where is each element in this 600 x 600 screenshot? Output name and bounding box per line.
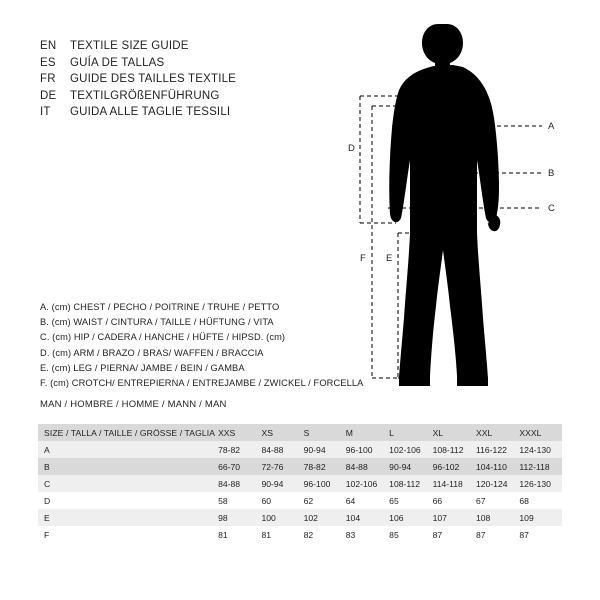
legend-item: C. (cm) HIP / CADERA / HANCHE / HÜFTE / HIPSD. (cm) — [40, 332, 286, 343]
cell: 66-70 — [218, 461, 241, 472]
cell: 72-76 — [261, 461, 284, 472]
marker-label-B: B — [548, 168, 555, 179]
cell: 66 — [432, 495, 443, 506]
column-header: XL — [432, 427, 444, 438]
cell: 85 — [389, 529, 399, 540]
cell: 96-100 — [345, 444, 373, 455]
legend-item: D. (cm) ARM / BRAZO / BRAS/ WAFFEN / BRACCIA — [40, 347, 264, 358]
size-table-wrapper — [38, 424, 562, 543]
marker-label-E: E — [386, 253, 393, 264]
cell: 96-100 — [303, 478, 331, 489]
cell: 100 — [261, 512, 276, 523]
column-header: XS — [261, 427, 273, 438]
title-lang: FR — [40, 73, 56, 85]
cell: 83 — [345, 529, 356, 540]
title-row — [40, 88, 340, 105]
cell: 108-112 — [389, 478, 421, 489]
cell: 58 — [218, 495, 228, 506]
cell: 107 — [432, 512, 447, 523]
cell: 64 — [345, 495, 356, 506]
cell: 87 — [475, 529, 486, 540]
title-row — [40, 38, 340, 55]
cell: 84-88 — [218, 478, 241, 489]
cell: 84-88 — [345, 461, 368, 472]
silhouette-shape — [389, 24, 500, 386]
table-row — [38, 475, 562, 492]
cell: 84-88 — [261, 444, 284, 455]
table-row — [38, 509, 562, 526]
cell: 87 — [519, 529, 529, 540]
marker-label-D: D — [348, 143, 355, 154]
legend-item: E. (cm) LEG / PIERNA/ JAMBE / BEIN / GAMBA — [40, 362, 245, 373]
row-label: D — [44, 495, 51, 506]
title-text: GUÍA DE TALLAS — [70, 56, 165, 69]
title-lang: EN — [40, 40, 57, 52]
column-header: S — [303, 427, 310, 438]
body-diagram — [330, 18, 580, 398]
title-block — [40, 38, 340, 121]
cell: 106 — [389, 512, 404, 523]
title-row — [40, 55, 340, 72]
legend-item: F. (cm) CROTCH/ ENTREPIERNA / ENTREJAMBE / ZWICKEL / FORCELLA — [40, 378, 364, 389]
table-corner-label: SIZE / TALLA / TAILLE / GRÖSSE / TAGLIA — [44, 427, 216, 438]
cell: 90-94 — [389, 461, 412, 472]
cell: 102-106 — [345, 478, 378, 489]
title-text: TEXTILGRÖßENFÜHRUNG — [70, 89, 220, 102]
row-label: B — [44, 461, 50, 472]
title-text: GUIDE DES TAILLES TEXTILE — [70, 73, 237, 85]
cell: 87 — [432, 529, 443, 540]
cell: 112-118 — [519, 461, 550, 472]
cell: 96-102 — [432, 461, 460, 472]
row-label: E — [44, 512, 50, 523]
cell: 120-124 — [475, 478, 508, 489]
cell: 102 — [303, 512, 318, 523]
legend-item: A. (cm) CHEST / PECHO / POITRINE / TRUHE / PETTO — [40, 302, 280, 312]
marker-label-F: F — [360, 253, 366, 264]
cell: 62 — [303, 495, 314, 506]
table-header-row — [38, 424, 562, 441]
cell: 98 — [218, 512, 228, 523]
table-row — [38, 492, 562, 509]
title-lang: IT — [40, 106, 51, 118]
cell: 68 — [519, 495, 529, 506]
cell: 82 — [303, 529, 314, 540]
title-row — [40, 71, 340, 88]
marker-label-C: C — [548, 203, 555, 214]
row-label: C — [44, 478, 51, 489]
cell: 108 — [475, 512, 491, 523]
cell: 90-94 — [261, 478, 284, 489]
cell: 78-82 — [218, 444, 241, 455]
title-lang: DE — [40, 89, 57, 102]
cell: 81 — [261, 529, 272, 540]
legend-item: B. (cm) WAIST / CINTURA / TAILLE / HÜFTUNG / VITA — [40, 317, 274, 328]
cell: 65 — [389, 495, 399, 506]
table-row — [38, 458, 562, 475]
cell: 116-122 — [475, 444, 507, 455]
title-text: TEXTILE SIZE GUIDE — [70, 40, 189, 52]
column-header: L — [389, 427, 394, 438]
marker-label-A: A — [548, 121, 555, 132]
row-label: F — [44, 529, 50, 540]
cell: 114-118 — [432, 478, 463, 489]
column-header: M — [345, 427, 353, 438]
title-text: GUIDA ALLE TAGLIE TESSILI — [70, 106, 231, 118]
cell: 126-130 — [519, 478, 551, 489]
column-header: XXL — [475, 427, 493, 438]
cell: 104 — [345, 512, 361, 523]
cell: 67 — [475, 495, 486, 506]
cell: 109 — [519, 512, 534, 523]
title-row — [40, 104, 340, 121]
table-row — [38, 441, 562, 458]
cell: 124-130 — [519, 444, 551, 455]
cell: 108-112 — [432, 444, 464, 455]
size-table — [38, 424, 562, 543]
title-lang: ES — [40, 56, 56, 69]
cell: 81 — [218, 529, 228, 540]
column-header: XXXL — [519, 427, 542, 438]
group-label: MAN / HOMBRE / HOMME / MANN / MAN — [40, 399, 227, 410]
cell: 90-94 — [303, 444, 326, 455]
table-row — [38, 526, 562, 543]
cell: 102-106 — [389, 444, 421, 455]
column-header: XXS — [218, 427, 236, 438]
row-label: A — [44, 444, 50, 455]
cell: 60 — [261, 495, 272, 506]
measurement-legend — [40, 300, 364, 391]
cell: 78-82 — [303, 461, 326, 472]
cell: 104-110 — [475, 461, 507, 472]
